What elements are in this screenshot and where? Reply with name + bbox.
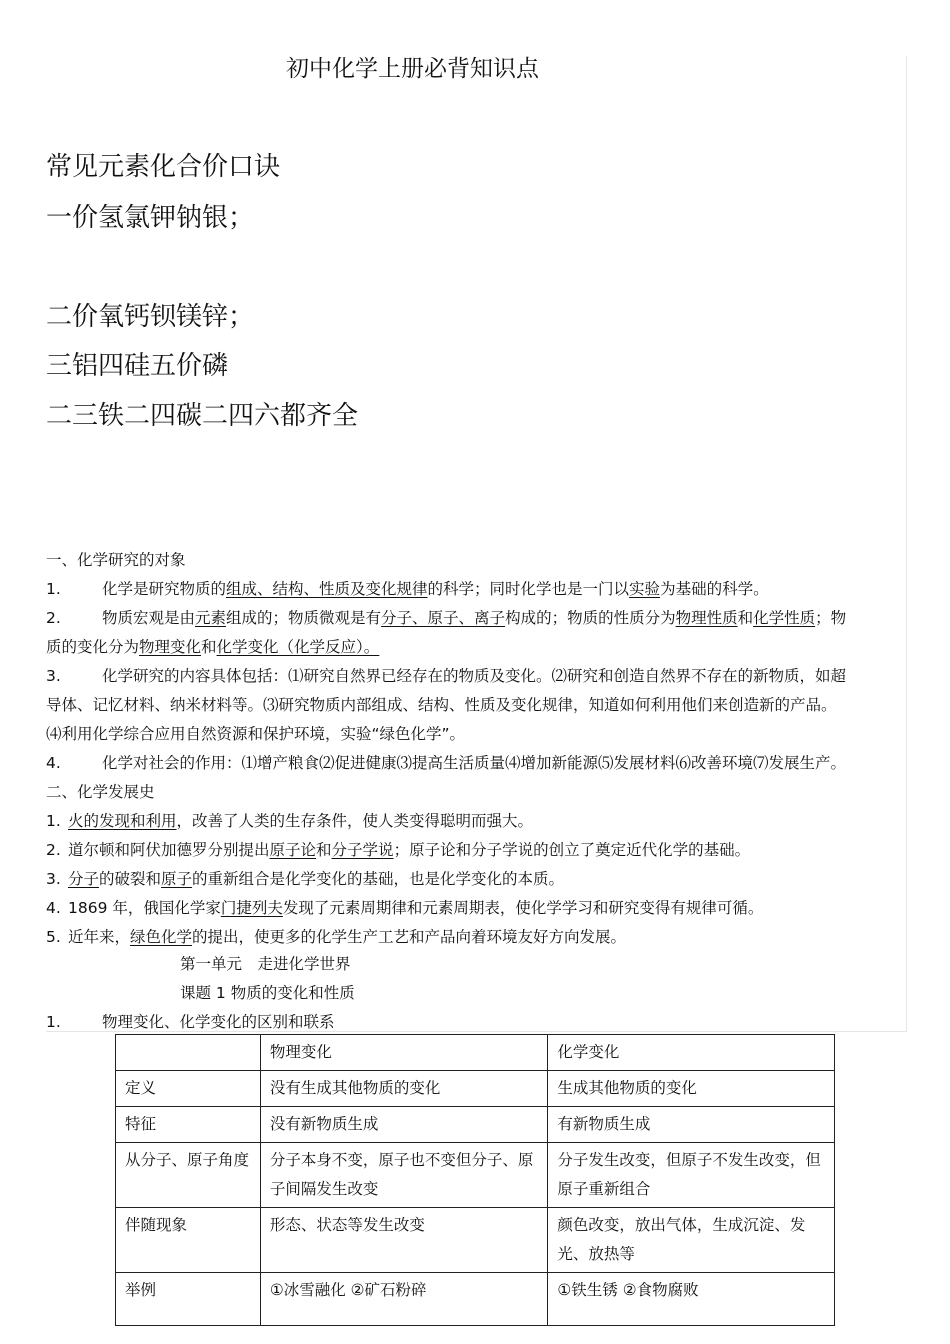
- underlined-term: 分子: [68, 870, 100, 888]
- text: 化学是研究物质的: [102, 580, 227, 598]
- table-row: [116, 1143, 835, 1208]
- history-item-4: [46, 894, 908, 923]
- item-number: 3.: [46, 667, 61, 685]
- text: 和: [201, 638, 217, 656]
- table-cell: 没有生成其他物质的变化: [260, 1071, 548, 1107]
- paragraph-3: [46, 662, 908, 691]
- text: ，改善了人类的生存条件，使人类变得聪明而强大。: [176, 812, 534, 830]
- history-item-2: [46, 836, 908, 865]
- table-row: [116, 1208, 835, 1273]
- table-cell: 分子发生改变，但原子不发生改变，但原子重新组合: [548, 1143, 835, 1208]
- text: 组成的；物质微观是有: [226, 609, 382, 627]
- underlined-term: 原子论: [269, 841, 317, 859]
- table-header-row: [116, 1035, 835, 1071]
- table-cell: 分子本身不变，原子也不变但分子、原子间隔发生改变: [260, 1143, 548, 1208]
- valence-line-4: 二三铁二四碳二四六都齐全: [46, 401, 359, 431]
- underlined-term: 化学变化（化学反应）。: [216, 638, 380, 656]
- text: 物质宏观是由: [102, 609, 196, 627]
- underlined-term: 绿色化学: [130, 928, 193, 946]
- comparison-table: [115, 1034, 835, 1326]
- item-number: 4.: [46, 899, 61, 917]
- row-label: 举例: [116, 1273, 261, 1326]
- text: 为基础的科学。: [660, 580, 769, 598]
- underlined-term: 元素: [195, 609, 227, 627]
- table-cell: ①冰雪融化 ②矿石粉碎: [260, 1273, 548, 1326]
- table-row: [116, 1107, 835, 1143]
- underlined-term: 物理变化: [139, 638, 202, 656]
- text: 质的变化分为: [46, 638, 140, 656]
- section-research-object: [46, 546, 908, 778]
- text: 的重新组合是化学变化的基础，也是化学变化的本质。: [192, 870, 565, 888]
- text: 的科学；同时化学也是一门以: [427, 580, 630, 598]
- item-number: 1.: [46, 580, 61, 598]
- underlined-term: 门捷列夫: [220, 899, 283, 917]
- item-number: 4.: [46, 754, 61, 772]
- text: 和: [737, 609, 754, 627]
- text: 和: [316, 841, 332, 859]
- table-cell: 颜色改变，放出气体，生成沉淀、发光、放热等: [548, 1208, 835, 1273]
- row-label: 特征: [116, 1107, 261, 1143]
- item-number: 3.: [46, 870, 61, 888]
- underlined-term: 化学性质: [753, 609, 816, 627]
- item-number: 1.: [46, 1013, 61, 1031]
- lesson-title: 课题 1 物质的变化和性质: [180, 984, 355, 1002]
- item-number: 2.: [46, 841, 61, 859]
- underlined-term: 组成、结构、性质及变化规律: [226, 580, 428, 598]
- table-cell: 生成其他物质的变化: [548, 1071, 835, 1107]
- text: ；原子论和分子学说的创立了奠定近代化学的基础。: [393, 841, 751, 859]
- underlined-term: 分子学说: [331, 841, 394, 859]
- header-cell: 物理变化: [260, 1035, 548, 1071]
- valence-line-2: 二价氧钙钡镁锌；: [46, 302, 255, 332]
- valence-line-3: 三铝四硅五价磷: [46, 351, 229, 381]
- paragraph-3-line-2: 导体、记忆材料、纳米材料等。⑶研究物质内部组成、结构、性质及变化规律，知道如何利用他们来创造新的产品。: [46, 696, 837, 714]
- table-row: [116, 1071, 835, 1107]
- section-heading: 二、化学发展史: [46, 783, 155, 801]
- row-label: 从分子、原子角度: [116, 1143, 261, 1208]
- history-item-3: [46, 865, 908, 894]
- section-history: [46, 778, 908, 952]
- paragraph-1: [46, 575, 908, 604]
- table-cell: 没有新物质生成: [260, 1107, 548, 1143]
- underlined-term: 分子、原子、离子: [381, 609, 506, 627]
- table-cell: ①铁生锈 ②食物腐败: [548, 1273, 835, 1326]
- text: 构成的；物质的性质分为: [505, 609, 676, 627]
- underlined-term: 火的发现和利用: [68, 812, 177, 830]
- table-cell: 有新物质生成: [548, 1107, 835, 1143]
- valence-heading: 常见元素化合价口诀: [46, 152, 281, 182]
- paragraph-2: [46, 604, 908, 633]
- text: 发现了元素周期律和元素周期表，使化学学习和研究变得有规律可循。: [282, 899, 764, 917]
- table-row: [116, 1273, 835, 1326]
- text: 化学对社会的作用：⑴增产粮食⑵促进健康⑶提高生活质量⑷增加新能源⑸发展材料⑹改善环境⑺发展生产。: [102, 754, 847, 772]
- paragraph-3-line-3: ⑷利用化学综合应用自然资源和保护环境，实验“绿色化学”。: [46, 725, 466, 743]
- underlined-term: 物理性质: [675, 609, 738, 627]
- table-intro: [46, 1008, 335, 1037]
- header-cell: 化学变化: [548, 1035, 835, 1071]
- document-title: 初中化学上册必背知识点: [286, 56, 539, 82]
- paragraph-4: [46, 749, 908, 778]
- table-cell: 形态、状态等发生改变: [260, 1208, 548, 1273]
- text: 近年来，: [68, 928, 131, 946]
- text: 道尔顿和阿伏加德罗分别提出: [68, 841, 270, 859]
- row-label: 定义: [116, 1071, 261, 1107]
- header-cell: [116, 1035, 261, 1071]
- history-item-1: [46, 807, 908, 836]
- text: 1869 年，俄国化学家: [68, 899, 221, 917]
- history-item-5: [46, 923, 908, 952]
- paragraph-2-continued: [46, 633, 908, 662]
- item-number: 1.: [46, 812, 61, 830]
- text: 的破裂和: [99, 870, 162, 888]
- text: 物理变化、化学变化的区别和联系: [102, 1013, 335, 1031]
- underlined-term: 原子: [161, 870, 193, 888]
- item-number: 5.: [46, 928, 61, 946]
- valence-line-1: 一价氢氯钾钠银；: [46, 203, 255, 233]
- row-label: 伴随现象: [116, 1208, 261, 1273]
- unit-title: 第一单元 走进化学世界: [180, 955, 351, 973]
- text: ；物: [815, 609, 847, 627]
- section-heading: 一、化学研究的对象: [46, 551, 186, 569]
- text: 的提出，使更多的化学生产工艺和产品向着环境友好方向发展。: [192, 928, 627, 946]
- text: 化学研究的内容具体包括：⑴研究自然界已经存在的物质及变化。⑵研究和创造自然界不存在的新物质，如超: [102, 667, 847, 685]
- underlined-term: 实验: [629, 580, 661, 598]
- item-number: 2.: [46, 609, 61, 627]
